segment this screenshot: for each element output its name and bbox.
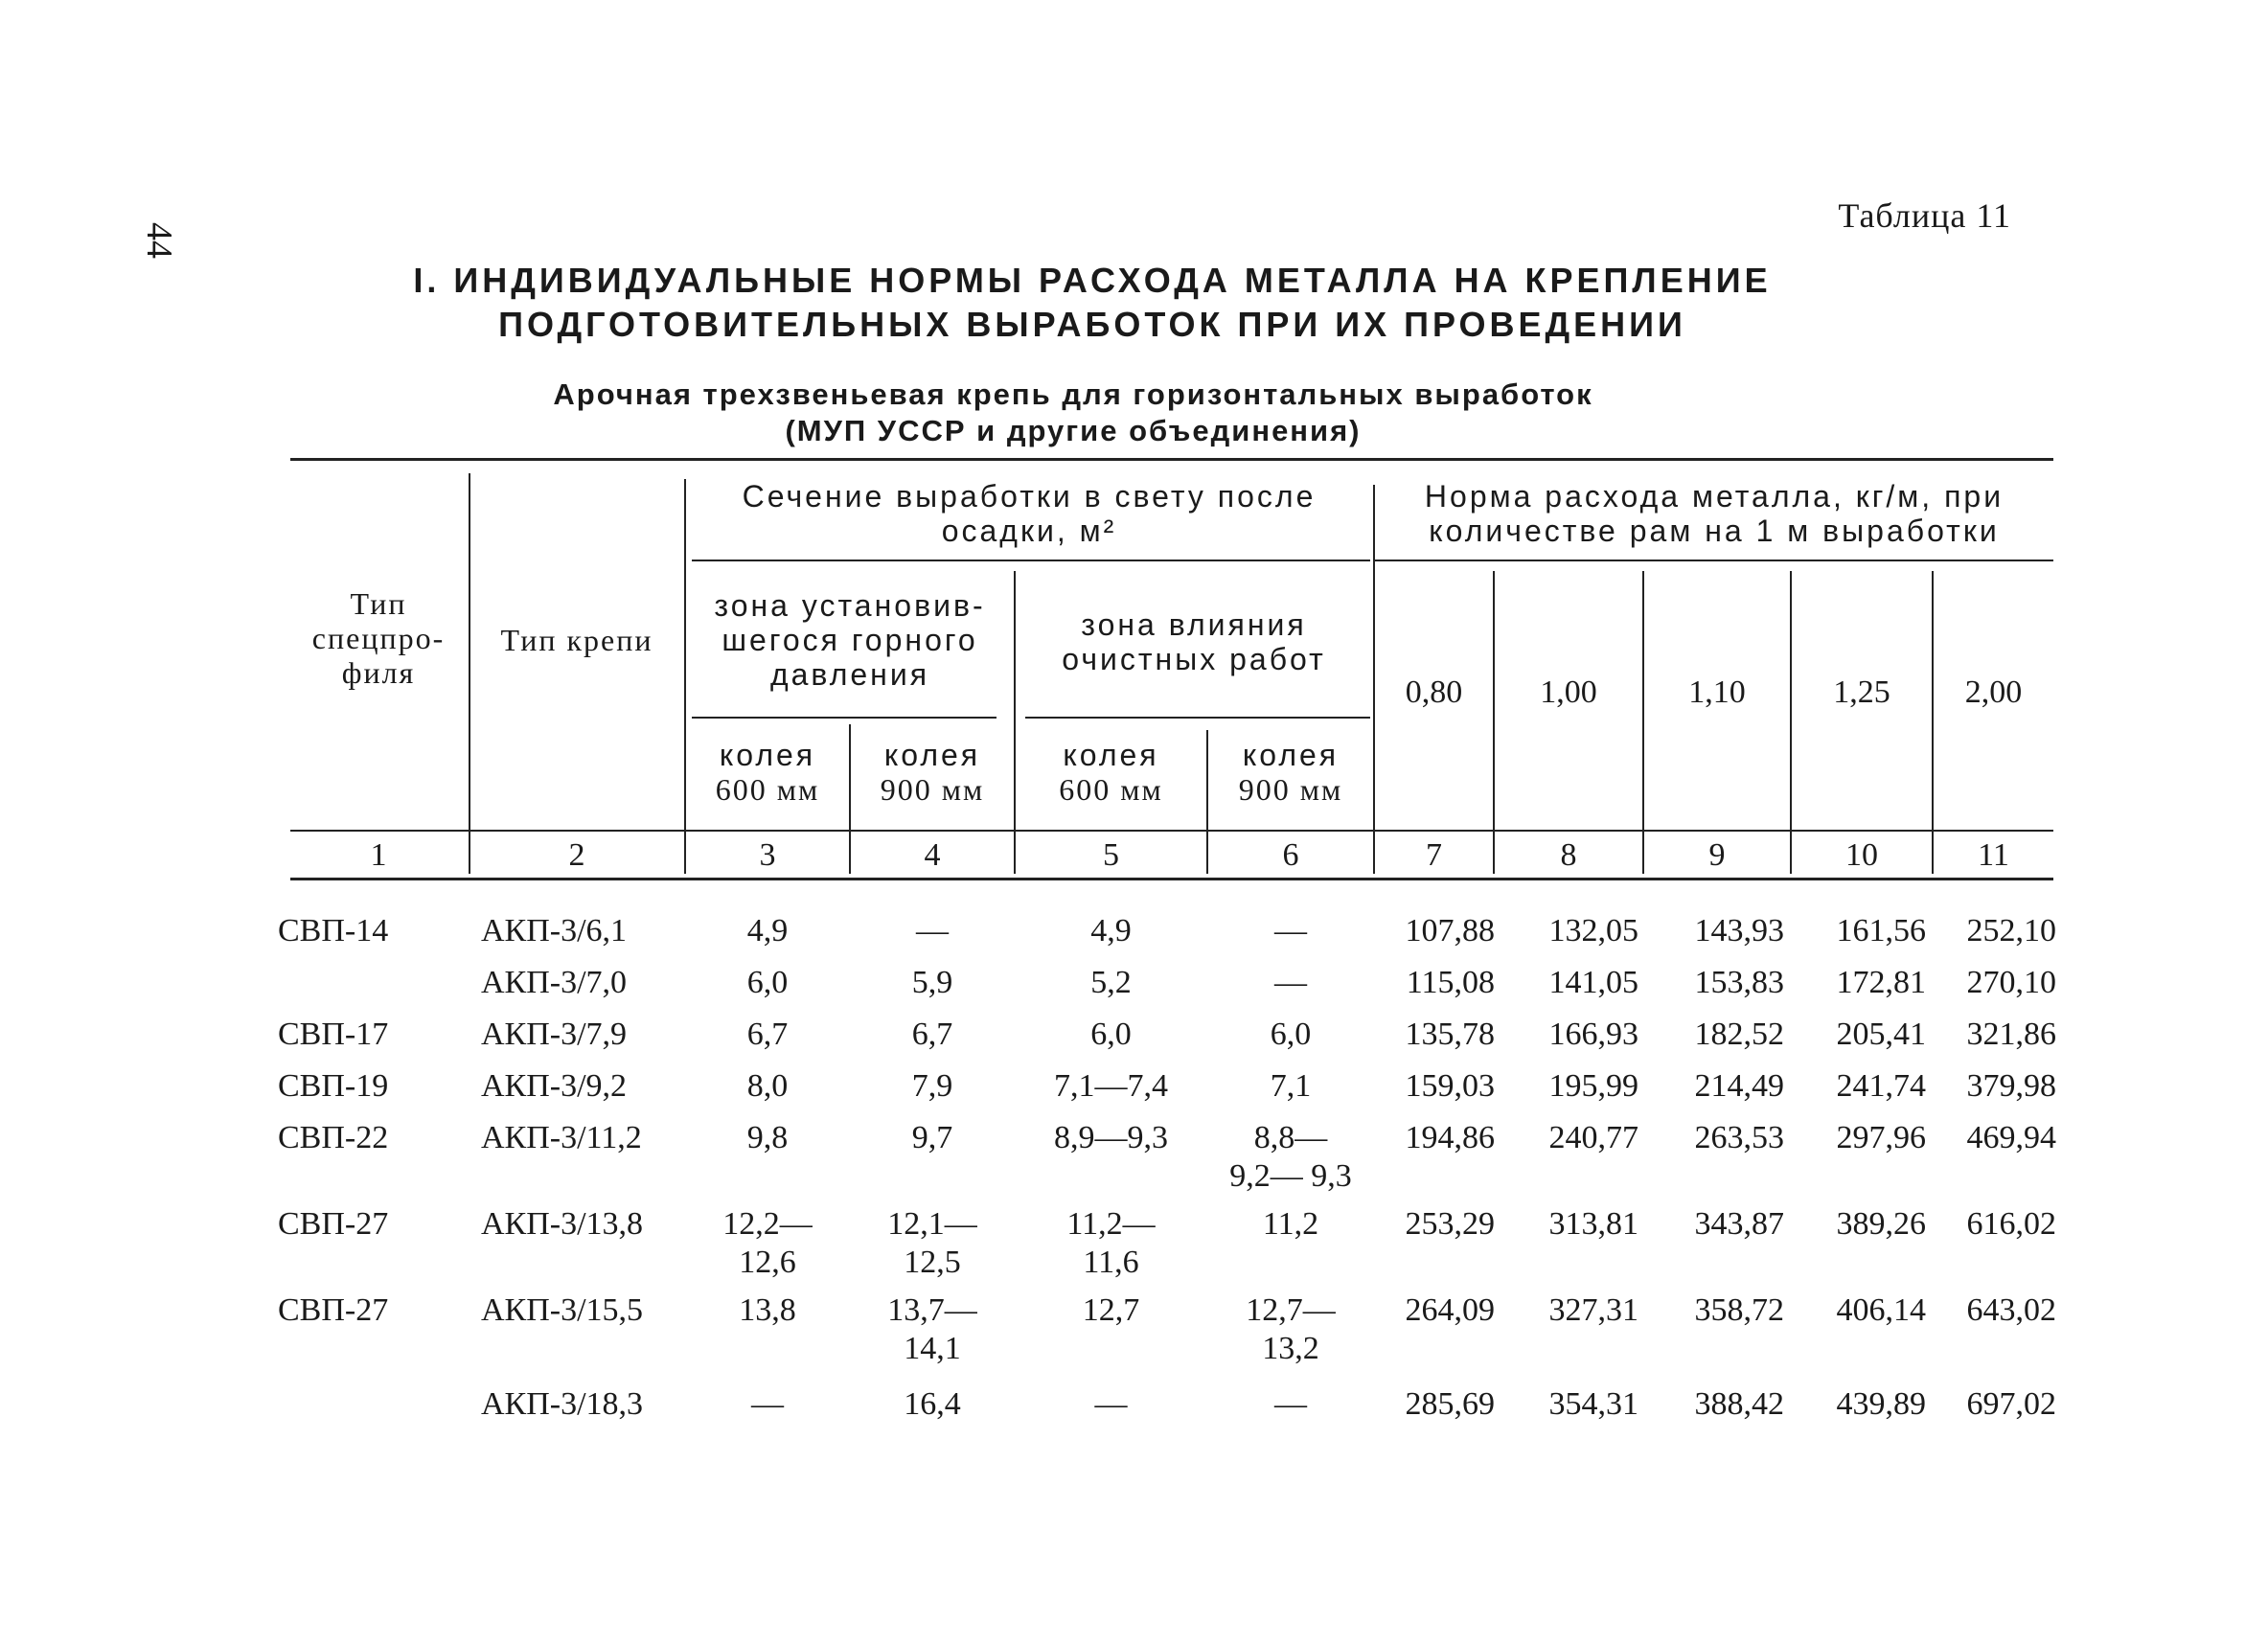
- row-4-section-s2: 9,7: [911, 1120, 953, 1155]
- table-top-rule: [290, 458, 2053, 461]
- row-3-section-s3: 7,1—7,4: [1054, 1068, 1168, 1104]
- row-5-support: АКП-3/13,8: [481, 1206, 644, 1242]
- row-1-norm-3: 172,81: [1836, 965, 1926, 1000]
- header-gauge-600-steady: колея 600 мм: [715, 738, 820, 807]
- title-line-2: ПОДГОТОВИТЕЛЬНЫХ ВЫРАБОТОК ПРИ ИХ ПРОВЕДЕНИИ: [498, 305, 1686, 344]
- row-4-norm-3: 297,96: [1836, 1120, 1926, 1155]
- header-frames-1-10: 1,10: [1688, 674, 1746, 710]
- row-3-profile: СВП-19: [278, 1068, 389, 1104]
- vrule-9: [1790, 571, 1792, 874]
- row-4-norm-4: 469,94: [1966, 1120, 2056, 1155]
- header-profile: Тип спецпро- филя: [311, 586, 446, 690]
- table-label: Таблица 11: [1838, 196, 2011, 235]
- page-number: 44: [139, 222, 179, 259]
- row-5-norm-1: 313,81: [1548, 1206, 1638, 1242]
- row-5-section-s1: 12,2— 12,6: [722, 1206, 813, 1280]
- row-6-section-s2: 13,7— 14,1: [887, 1292, 977, 1366]
- header-zone-steady: зона установив- шегося горного давления: [714, 588, 986, 692]
- row-7-norm-0: 285,69: [1405, 1386, 1495, 1422]
- row-6-support: АКП-3/15,5: [481, 1292, 644, 1328]
- row-0-section-s1: 4,9: [746, 913, 789, 948]
- zone-steady-rule: [692, 717, 997, 719]
- row-6-section-s4: 12,7— 13,2: [1246, 1292, 1336, 1366]
- header-bottom-rule: [290, 830, 2053, 832]
- col-num-2: 2: [568, 837, 585, 873]
- col-num-6: 6: [1282, 837, 1299, 873]
- row-1-norm-2: 153,83: [1694, 965, 1784, 1000]
- row-5-section-s2: 12,1— 12,5: [887, 1206, 977, 1280]
- row-0-norm-0: 107,88: [1405, 913, 1495, 948]
- row-7-section-s1: —: [751, 1386, 784, 1422]
- row-1-section-s2: 5,9: [911, 965, 953, 1000]
- row-1-support: АКП-3/7,0: [481, 965, 628, 1000]
- row-2-norm-4: 321,86: [1966, 1017, 2056, 1052]
- column-numbers-rule: [290, 878, 2053, 880]
- row-2-norm-0: 135,78: [1405, 1017, 1495, 1052]
- header-norm-group: Норма расхода металла, кг/м, при количестве рам на 1 м выработки: [1424, 479, 2005, 548]
- row-4-section-s4: 8,8— 9,2— 9,3: [1229, 1120, 1352, 1194]
- row-2-profile: СВП-17: [278, 1017, 389, 1052]
- row-6-norm-2: 358,72: [1694, 1292, 1784, 1328]
- row-6-section-s1: 13,8: [739, 1292, 796, 1328]
- title-line-1: I. ИНДИВИДУАЛЬНЫЕ НОРМЫ РАСХОДА МЕТАЛЛА НА КРЕПЛЕНИЕ: [413, 261, 1772, 300]
- row-3-norm-1: 195,99: [1548, 1068, 1638, 1104]
- row-2-norm-1: 166,93: [1548, 1017, 1638, 1052]
- row-3-section-s4: 7,1: [1270, 1068, 1312, 1104]
- row-0-norm-2: 143,93: [1694, 913, 1784, 948]
- row-6-section-s3: 12,7: [1082, 1292, 1140, 1328]
- header-frames-1-00: 1,00: [1540, 674, 1597, 710]
- row-0-norm-4: 252,10: [1966, 913, 2056, 948]
- header-zone-influence: зона влияния очистных работ: [1062, 607, 1326, 676]
- subtitle-line-2: (МУП УССР и другие объединения): [785, 414, 1362, 447]
- row-7-norm-1: 354,31: [1548, 1386, 1638, 1422]
- row-4-profile: СВП-22: [278, 1120, 389, 1155]
- row-1-norm-1: 141,05: [1548, 965, 1638, 1000]
- col-num-1: 1: [370, 837, 387, 873]
- row-2-section-s2: 6,7: [911, 1017, 953, 1052]
- row-0-section-s4: —: [1274, 913, 1307, 948]
- row-4-norm-1: 240,77: [1548, 1120, 1638, 1155]
- row-3-norm-2: 214,49: [1694, 1068, 1784, 1104]
- row-2-support: АКП-3/7,9: [481, 1017, 628, 1052]
- vrule-10: [1932, 571, 1934, 874]
- header-section-group: Сечение выработки в свету после осадки, м²: [742, 479, 1317, 548]
- row-5-norm-0: 253,29: [1405, 1206, 1495, 1242]
- col-num-5: 5: [1103, 837, 1119, 873]
- row-3-support: АКП-3/9,2: [481, 1068, 628, 1104]
- row-0-support: АКП-3/6,1: [481, 913, 628, 948]
- col-num-8: 8: [1560, 837, 1577, 873]
- row-4-section-s1: 9,8: [746, 1120, 789, 1155]
- col-num-10: 10: [1845, 837, 1878, 873]
- row-3-norm-3: 241,74: [1836, 1068, 1926, 1104]
- row-5-section-s4: 11,2: [1262, 1206, 1319, 1242]
- row-3-section-s2: 7,9: [911, 1068, 953, 1104]
- header-frames-1-25: 1,25: [1833, 674, 1890, 710]
- header-frames-0-80: 0,80: [1405, 674, 1463, 710]
- row-1-section-s4: —: [1274, 965, 1307, 1000]
- row-2-section-s1: 6,7: [746, 1017, 789, 1052]
- row-3-norm-4: 379,98: [1966, 1068, 2056, 1104]
- row-3-norm-0: 159,03: [1405, 1068, 1495, 1104]
- row-5-profile: СВП-27: [278, 1206, 389, 1242]
- row-2-norm-3: 205,41: [1836, 1017, 1926, 1052]
- header-support-type: Тип крепи: [500, 623, 653, 657]
- section-group-rule: [692, 560, 1370, 561]
- vrule-7: [1493, 571, 1495, 874]
- row-6-norm-4: 643,02: [1966, 1292, 2056, 1328]
- row-7-section-s4: —: [1274, 1386, 1307, 1422]
- row-0-section-s3: 4,9: [1090, 913, 1132, 948]
- row-7-section-s3: —: [1094, 1386, 1128, 1422]
- vrule-1: [469, 473, 470, 874]
- row-4-norm-0: 194,86: [1405, 1120, 1495, 1155]
- row-7-section-s2: 16,4: [904, 1386, 961, 1422]
- row-0-norm-3: 161,56: [1836, 913, 1926, 948]
- row-6-norm-3: 406,14: [1836, 1292, 1926, 1328]
- header-gauge-600-influence: колея 600 мм: [1059, 738, 1163, 807]
- header-frames-2-00: 2,00: [1964, 674, 2023, 710]
- row-1-norm-0: 115,08: [1406, 965, 1495, 1000]
- vrule-8: [1642, 571, 1644, 874]
- row-1-section-s3: 5,2: [1090, 965, 1132, 1000]
- header-gauge-900-steady: колея 900 мм: [880, 738, 985, 807]
- row-4-support: АКП-3/11,2: [481, 1120, 642, 1155]
- row-5-norm-2: 343,87: [1694, 1206, 1784, 1242]
- row-5-norm-4: 616,02: [1966, 1206, 2056, 1242]
- row-6-norm-1: 327,31: [1548, 1292, 1638, 1328]
- row-6-profile: СВП-27: [278, 1292, 389, 1328]
- row-7-support: АКП-3/18,3: [481, 1386, 644, 1422]
- col-num-11: 11: [1978, 837, 2009, 873]
- row-6-norm-0: 264,09: [1405, 1292, 1495, 1328]
- row-0-profile: СВП-14: [278, 913, 389, 948]
- row-3-section-s1: 8,0: [746, 1068, 789, 1104]
- row-7-norm-2: 388,42: [1694, 1386, 1784, 1422]
- norm-group-rule: [1374, 560, 2053, 561]
- col-num-3: 3: [759, 837, 776, 873]
- col-num-7: 7: [1426, 837, 1442, 873]
- zone-influence-rule: [1025, 717, 1370, 719]
- row-5-norm-3: 389,26: [1836, 1206, 1926, 1242]
- header-gauge-900-influence: колея 900 мм: [1238, 738, 1343, 807]
- row-7-norm-4: 697,02: [1966, 1386, 2056, 1422]
- col-num-4: 4: [924, 837, 941, 873]
- row-2-norm-2: 182,52: [1694, 1017, 1784, 1052]
- subtitle-line-1: Арочная трехзвеньевая крепь для горизонтальных выработок: [553, 377, 1593, 411]
- row-1-section-s1: 6,0: [746, 965, 789, 1000]
- row-0-section-s2: —: [916, 913, 949, 948]
- row-0-norm-1: 132,05: [1548, 913, 1638, 948]
- row-7-norm-3: 439,89: [1836, 1386, 1926, 1422]
- row-2-section-s4: 6,0: [1270, 1017, 1312, 1052]
- col-num-9: 9: [1708, 837, 1726, 873]
- row-2-section-s3: 6,0: [1090, 1017, 1132, 1052]
- row-1-norm-4: 270,10: [1966, 965, 2056, 1000]
- row-4-section-s3: 8,9—9,3: [1054, 1120, 1168, 1155]
- row-4-norm-2: 263,53: [1694, 1120, 1784, 1155]
- row-5-section-s3: 11,2— 11,6: [1066, 1206, 1156, 1280]
